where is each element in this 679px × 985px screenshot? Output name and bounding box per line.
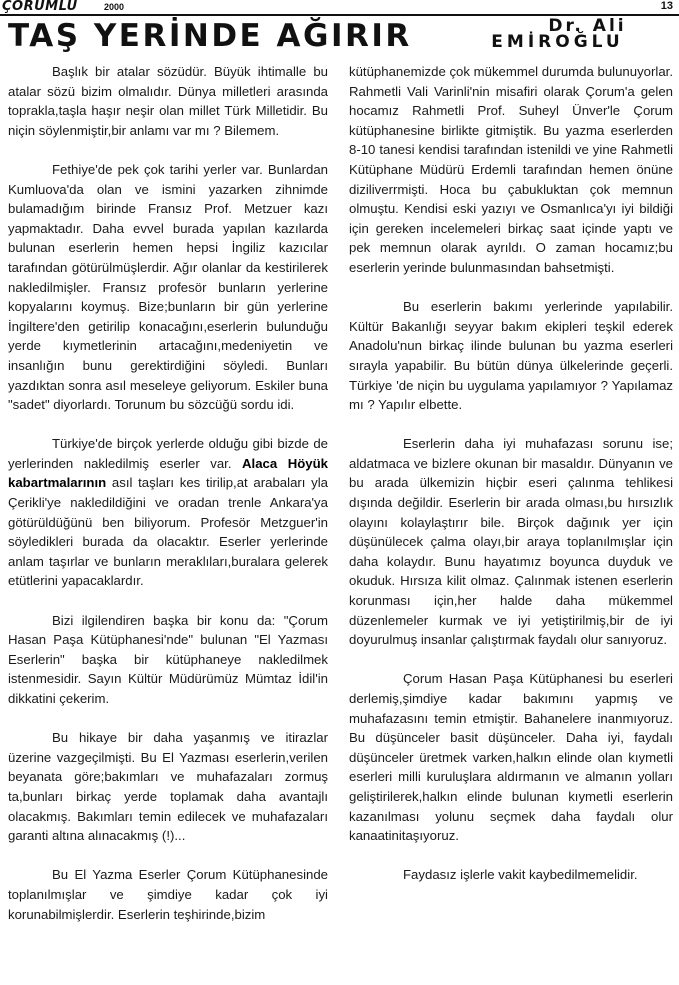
author-title: Dr. Ali: [548, 16, 627, 36]
paragraph: Bizi ilgilendiren başka bir konu da: "Çorum Hasan Paşa Kütüphanesi'nde" bulunan "El Yazması Eserlerin" başka bir kütüphaneye nakledilmek istenmesidir. Sayın Kültür Müdürümüz Mümtaz İdil'in dikkatini çekerim.: [8, 612, 328, 706]
left-column: [8, 62, 328, 924]
author-name: EMİROĞLU: [491, 32, 624, 52]
bold-phrase: Alaca Höyük kabartmalarının: [8, 455, 328, 491]
masthead-logo: ÇORUMLU: [2, 0, 78, 14]
page-header: [0, 0, 679, 16]
paragraph: Eserlerin daha iyi muhafazası sorunu ise; aldatmaca ve bizlere okunan bir masaldır. Dünyanın ve bu arada ülkemizin hiçbir eseri çalınma tehlikesi dışında değildir. Eserlerin bir arada olması,bu hırsızlık olayını kolaylaştırır bile. Birçok dağınık yer için düşünülecek çalma olayı,bir araya toplanılmışlar için daha kolaydır. Bunu hayatımız boyunca duyduk ve okuduk. Hırsıza kilit olmaz. Çalınmak istenen eserlerin korunması için,her halde daha mükemmel düzenlemeler kurmak ve iyi yetiştirilmiş,bir de iyi doyurulmuş insanlar çalıştırmak faydalı olur sanıyoruz.: [349, 436, 673, 648]
paragraph: Çorum Hasan Paşa Kütüphanesi bu eserleri derlemiş,şimdiye kadar bakımını yapmış ve muhafazasını temin etmiştir. Bahanelere inanmıyoruz. Bu düşünceler basit düşünceler. Daha iyi, faydalı düşünceler üretmek varken,halkın elinde olan kıymetli eserleri milli kuruluşlara aldırmanın ve almanın yolları geliştirilerek,halkın elinde bulunan kıymetli eserlerin kazanılması yolunu seçmek daha faydalı olur kanaatinitaşıyoruz.: [349, 671, 673, 844]
paragraph: Fethiye'de pek çok tarihi yerler var. Bunlardan Kumluova'da olan ve ismini yazarken zihnimde bulamadığım birinde Fransız Prof. Metzuer kazı yapmaktadır. Daha evvel burada yapılan kazılarda bulunan eserlerin hemen hepsi İngiliz kazıcılar tarafından götürülmüşlerdir. Ağır olanlar da kestirilerek nakledilmişler. Fransız profesör bunların yerlerine kopyalarını koymuş. Bize;bunların bir gün yerlerine İngiltere'den getirilip konacağını,eserlerin bulunduğu yerde kıymetlerinin artacağını,medeniyetin ve insanlığın bunu gerektirdiğini söyledi. Bunları yazdıktan sonra asıl meseleye geliyorum. Eskiler buna "sadet" diyorlardı. Torunum bu sözcüğü sordu idi.: [8, 161, 328, 413]
paragraph: [8, 434, 328, 591]
right-column: [349, 62, 673, 885]
paragraph: Faydasız işlerle vakit kaybedilmemelidir.: [403, 867, 638, 883]
paragraph: Bu hikaye bir daha yaşanmış ve itirazlar üzerine vazgeçilmişti. Bu El Yazması eserlerin,verilen beyanata göre;bakımları ve muhafazaları zormuş ta,bunları birkaç yerde toplamak daha avantajlı olacakmış. Bakımları temin edilecek ve muhafazaları garanti altına alınacakmış (!)...: [8, 730, 328, 844]
issue-year: 2000: [104, 2, 125, 12]
paragraph-text: asıl taşları kes tirilip,at arabaları yla Çerikli'ye nakledildiğini ve oradan trenle Ankara'ya götürüldüğünü ben biliyorum. Profesör Metzguer'in söyledikleri burada da olacaktır. Eserler yerlerinde anlam taşırlar ve bunların meraklıları,buralara gelerek etütlerini yapacaklardır.: [8, 475, 329, 589]
paragraph: Bu El Yazma Eserler Çorum Kütüphanesinde toplanılmışlar ve şimdiye kadar çok iyi korunabilmişlerdir. Eserlerin teşhirinde,bizim: [8, 867, 328, 922]
paragraph-text: Türkiye'de birçok yerlerde olduğu gibi bizde de yerlerinden nakledilmiş eserler var.: [8, 436, 328, 471]
article-title: TAŞ YERİNDE AĞIRIR: [8, 18, 412, 54]
paragraph: kütüphanemizde çok mükemmel durumda bulunuyorlar. Rahmetli Vali Varinli'nin misafiri olarak Çorum'a gelen hocamız Rahmetli Prof. Suheyl Ünver'le Çorum kütüphanesine birlikte gitmiştik. Bu yazma eserlerden 8-10 tanesi kendisi tarafından istenildi ve yine Rahmetli Kütüphane Müdürü Erdemli tarafından hemen önüne diziliverrmişti. Hoca bu çabukluktan çok memnun olmuştu. Kendisi eski yazıyı ve Osmanlıca'yı iyi bildiği için gereken incelemeleri birkaç saat içinde yaptı ve pek memnun olarak ayrıldı. O zaman hocamız;bu eserlerin yerinde bulunmasından bahsetmişti.: [349, 64, 673, 275]
paragraph: Bu eserlerin bakımı yerlerinde yapılabilir. Kültür Bakanlığı seyyar bakım ekipleri teşkil ederek Anadolu'nun birkaç ilinde bulunan bu yazma eserleri sırayla yapabilir. Bu bütün dünya ülkelerinde geçerli. Türkiye 'de niçin bu uygulama yapılamıyor ? Yapılamaz mı ? Yapılır elbette.: [349, 299, 673, 413]
author-byline: [445, 18, 670, 50]
page-number: 13: [660, 0, 673, 12]
paragraph: Başlık bir atalar sözüdür. Büyük ihtimalle bu atalar sözü bizim olmalıdır. Dünya milletleri arasında toprakla,taşla haşır neşir olan millet Türk Milletidir. Bu niçin söylenmiştir,bir anlamı var mı ? Bilemem.: [8, 64, 328, 138]
